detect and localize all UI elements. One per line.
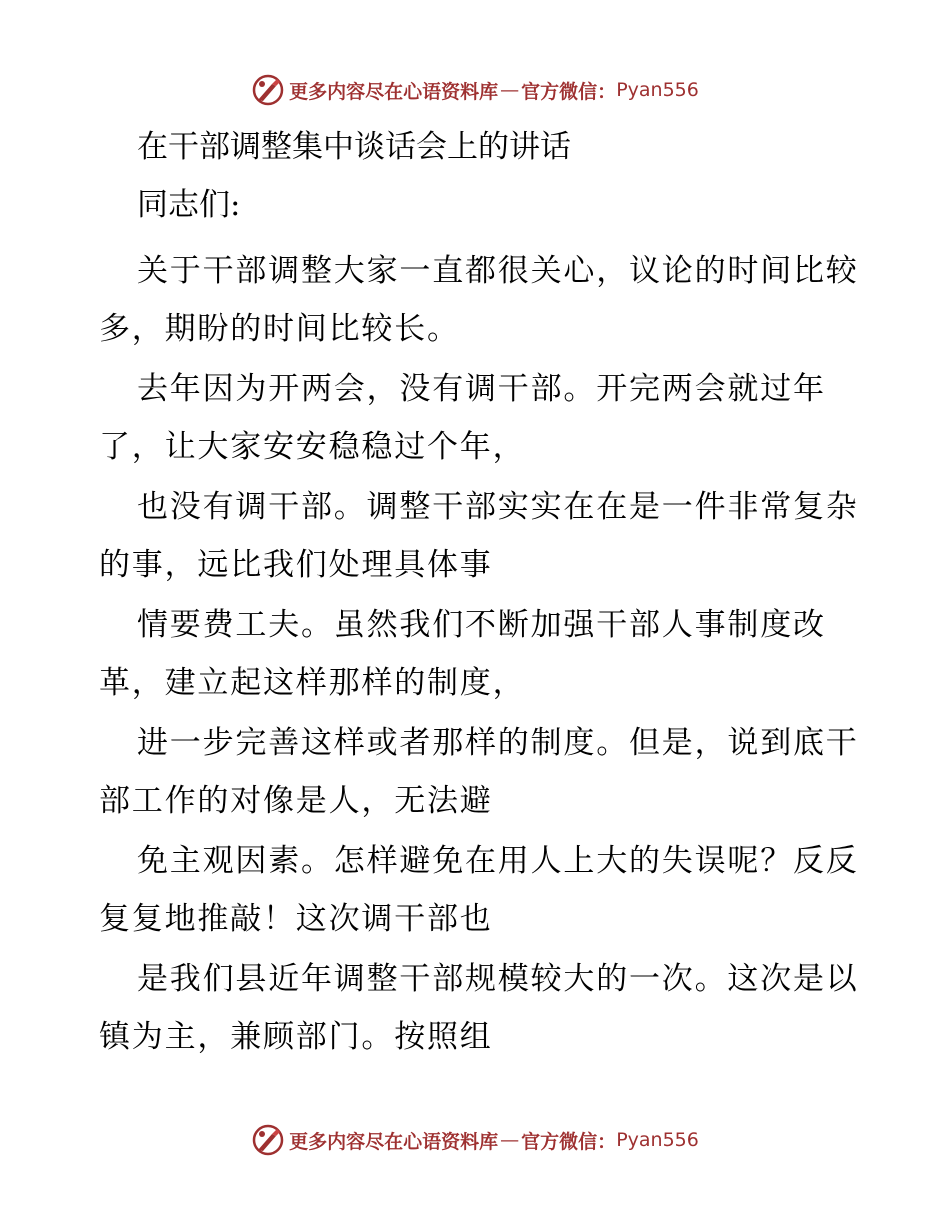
watermark-brand-text: 更多内容尽在心语资料库 xyxy=(289,80,499,103)
paragraph: 是我们县近年调整干部规模较大的一次。这次是以镇为主，兼顾部门。按照组 xyxy=(99,961,859,1055)
document-title: 在干部调整集中谈话会上的讲话 xyxy=(137,129,571,165)
watermark-wechat-label: 官方微信： xyxy=(521,1130,617,1153)
watermark-wechat-id: Pyan556 xyxy=(616,79,699,101)
footer-watermark xyxy=(0,1120,950,1160)
watermark-wechat-id: Pyan556 xyxy=(616,1129,699,1151)
paragraph: 进一步完善这样或者那样的制度。但是，说到底干部工作的对像是人，无法避 xyxy=(99,725,859,819)
pen-logo-icon xyxy=(251,1123,285,1157)
watermark-separator: — xyxy=(500,1129,520,1151)
paragraph: 免主观因素。怎样避免在用人上大的失误呢？反反复复地推敲！这次调干部也 xyxy=(99,843,859,937)
header-watermark xyxy=(0,70,950,110)
paragraph: 也没有调干部。调整干部实实在在是一件非常复杂的事，远比我们处理具体事 xyxy=(99,489,859,583)
watermark-separator: — xyxy=(500,79,520,101)
paragraph: 关于干部调整大家一直都很关心，议论的时间比较多，期盼的时间比较长。 xyxy=(99,253,859,347)
pen-logo-icon xyxy=(251,73,285,107)
paragraph: 去年因为开两会，没有调干部。开完两会就过年了，让大家安安稳稳过个年， xyxy=(99,371,826,465)
document-greeting: 同志们: xyxy=(137,187,241,223)
watermark-wechat-label: 官方微信： xyxy=(521,80,617,103)
paragraph: 情要费工夫。虽然我们不断加强干部人事制度改革，建立起这样那样的制度， xyxy=(99,607,826,701)
document-body xyxy=(99,124,859,1068)
watermark-brand-text: 更多内容尽在心语资料库 xyxy=(289,1130,499,1153)
